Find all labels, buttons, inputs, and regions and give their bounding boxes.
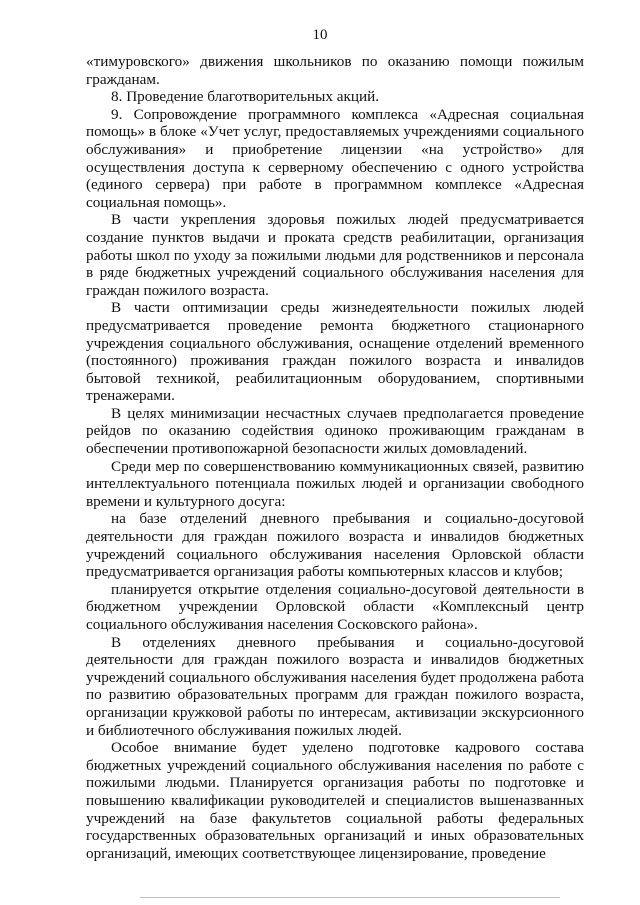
paragraph-4: В части укрепления здоровья пожилых людей предусматривается создание пунктов выдачи и проката средств реабилитации, организация работы школ по уходу за пожилыми людьми для родственников и персонала в ряде бюджетных учреждений социального обслуживания населения для граждан пожилого возраста.: [86, 211, 584, 299]
paragraph-2: 8. Проведение благотворительных акций.: [111, 88, 380, 106]
paragraph-3: 9. Сопровождение программного комплекса «Адресная социальная помощь» в блоке «Учет услуг, предоставляемых учреждениями социального обслуживания» и приобретение лицензии «на устройство» для осуществления доступа к серверному обеспечению с одного устройства (единого сервера) при работе в программном комплексе «Адресная социальная помощь».: [86, 105, 584, 211]
page-bottom-rule: [140, 897, 560, 898]
paragraph-5: В части оптимизации среды жизнедеятельности пожилых людей предусматривается проведение ремонта бюджетного стационарного учреждения социального обслуживания, оснащение отделений временного (постоянного) проживания граждан пожилого возраста и инвалидов бытовой техникой, реабилитационным оборудованием, спортивными тренажерами.: [86, 299, 584, 405]
document-body: [86, 53, 584, 862]
paragraph-8: на базе отделений дневного пребывания и социально-досуговой деятельности для граждан пожилого возраста и инвалидов бюджетных учреждений социального обслуживания населения Орловской области предусматривается организация работы компьютерных классов и клубов;: [86, 510, 584, 581]
paragraph-7: Среди мер по совершенствованию коммуникационных связей, развитию интеллектуального потенциала пожилых людей и организации свободного времени и культурного досуга:: [86, 457, 584, 510]
paragraph-9: планируется открытие отделения социально-досуговой деятельности в бюджетном учреждении Орловской области «Комплексный центр социального обслуживания населения Сосковского района».: [86, 580, 584, 633]
paragraph-10: В отделениях дневного пребывания и социально-досуговой деятельности для граждан пожилого возраста и инвалидов бюджетных учреждений социального обслуживания населения будет продолжена работа по развитию образовательных программ для граждан пожилого возраста, организации кружковой работы по интересам, активизации экскурсионного и библиотечного обслуживания пожилых людей.: [86, 633, 584, 739]
paragraph-1: «тимуровского» движения школьников по оказанию помощи пожилым гражданам.: [86, 53, 584, 88]
paragraph-6: В целях минимизации несчастных случаев предполагается проведение рейдов по оказанию содействия одиноко проживающим гражданам в обеспечении противопожарной безопасности жилых домовладений.: [86, 404, 584, 458]
page-number: 10: [312, 27, 328, 43]
paragraph-11: Особое внимание будет уделено подготовке кадрового состава бюджетных учреждений социального обслуживания населения по работе с пожилыми людьми. Планируется организация работы по подготовке и повышению квалификации руководителей и специалистов вышеназванных учреждений на базе факультетов социальной работы федеральных государственных образовательных организаций и иных образовательных организаций, имеющих соответствующее лицензирование, проведение: [86, 739, 584, 862]
